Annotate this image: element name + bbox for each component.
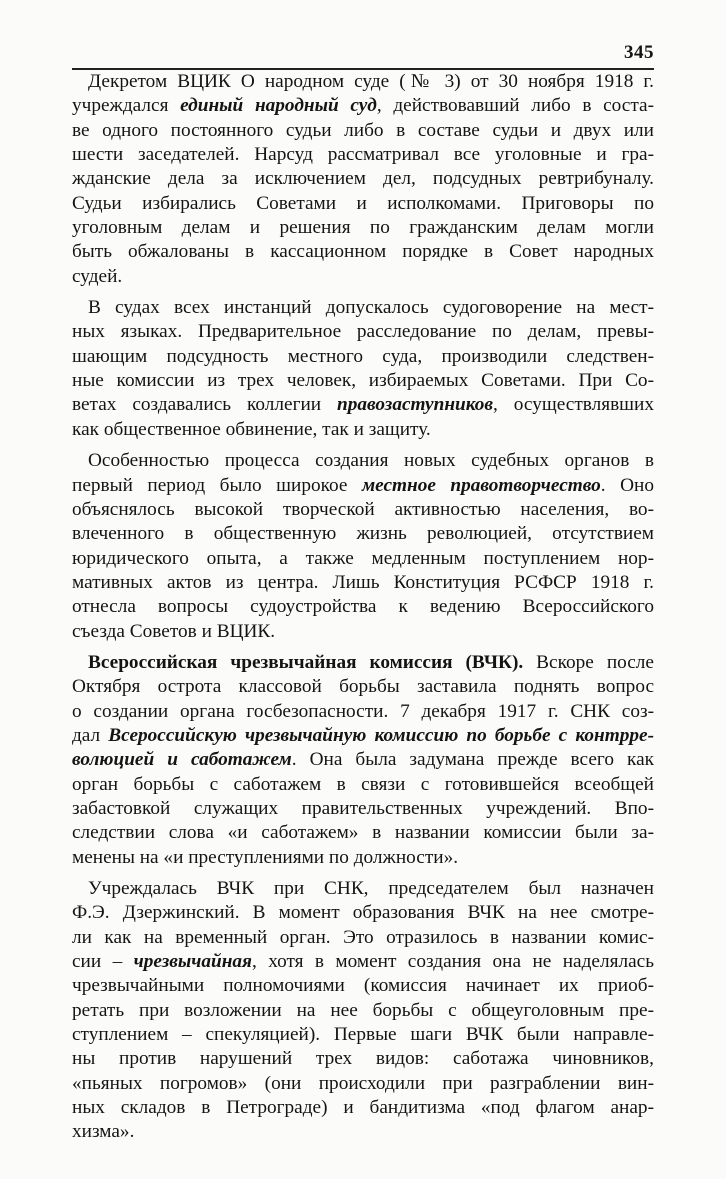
text-run: юридического опыта, а также медленным поступлением нор- [72, 547, 654, 569]
text-run: ные комиссии из трех человек, избираемых Советами. При Со- [72, 370, 654, 392]
text-line [72, 265, 654, 289]
text-line [72, 143, 654, 167]
text-line [72, 1023, 654, 1047]
text-line [72, 522, 654, 546]
text-line [72, 449, 654, 473]
text-line [72, 547, 654, 571]
text-run: ных языках. Предварительное расследование по делам, превы- [72, 321, 654, 343]
text-run: объяснялось высокой творческой активностью населения, во- [72, 498, 654, 520]
text-line [72, 1072, 654, 1096]
text-run: судей. [72, 265, 123, 287]
text-run: ступлением – спекуляцией). Первые шаги ВЧК были направле- [72, 1024, 654, 1046]
text-run: шести заседателей. Нарсуд рассматривал все уголовные и гра- [72, 144, 654, 166]
text-run: , осуществлявших [493, 394, 654, 416]
text-line [72, 216, 654, 240]
text-run: Ф.Э. Дзержинский. В момент образования ВЧК на нее смотре- [72, 902, 654, 924]
paragraph [72, 449, 654, 644]
text-run: орган борьбы с саботажем в связи с готовившейся всеобщей [72, 773, 654, 795]
text-line [72, 296, 654, 320]
text-run: ретать при возложении на нее борьбы с общеуголовным пре- [72, 999, 654, 1021]
text-line [72, 595, 654, 619]
text-line [72, 1096, 654, 1120]
text-line [72, 846, 654, 870]
text-line [72, 901, 654, 925]
text-run: съезда Советов и ВЦИК. [72, 620, 276, 642]
text-run: как общественное обвинение, так и защиту. [72, 418, 431, 440]
text-line [72, 797, 654, 821]
emphasized-term: единый народный суд [180, 95, 377, 117]
emphasized-term: Всероссийская чрезвычайная комиссия (ВЧК). [88, 651, 524, 673]
emphasized-term: Всероссийскую чрезвычайную комиссию по борьбе с контрре- [108, 724, 654, 746]
text-line [72, 950, 654, 974]
text-line [72, 418, 654, 442]
text-line [72, 474, 654, 498]
text-run: о создании органа госбезопасности. 7 декабря 1917 г. СНК соз- [72, 700, 654, 722]
text-run: забастовкой служащих правительственных учреждений. Впо- [72, 797, 654, 819]
text-line [72, 498, 654, 522]
text-run: Вскоре после [523, 651, 654, 673]
text-line [72, 748, 654, 772]
text-run: . Она была задумана прежде всего как [291, 749, 654, 771]
text-line [72, 320, 654, 344]
text-line [72, 1120, 654, 1144]
text-run: В судах всех инстанций допускалось судоговорение на мест- [88, 297, 654, 319]
text-run: Декретом ВЦИК О народном суде (№ 3) от 30 ноября 1918 г. [88, 71, 654, 92]
text-line [72, 620, 654, 644]
text-run: менены на «и преступлениями по должности». [72, 846, 459, 868]
text-line [72, 1047, 654, 1071]
text-run: хизма». [72, 1121, 135, 1143]
text-run: дал [72, 724, 109, 746]
text-run: уголовным делам и решения по гражданским делам могли [72, 217, 654, 239]
text-run: Судьи избирались Советами и исполкомами. Приговоры по [72, 192, 654, 214]
text-run: первый период было широкое [72, 474, 362, 496]
text-line [72, 240, 654, 264]
text-line [72, 345, 654, 369]
text-line [72, 926, 654, 950]
paragraph [72, 877, 654, 1145]
text-line [72, 167, 654, 191]
paragraph [72, 296, 654, 442]
paragraph [72, 651, 654, 870]
text-run: жданские дела за исключением дел, подсудных ревтрибуналу. [72, 168, 654, 190]
text-run: шающим подсудность местного суда, производили следствен- [72, 345, 654, 367]
emphasized-term: местное правотворчество [361, 474, 601, 496]
text-line [72, 877, 654, 901]
text-run: . Оно [600, 474, 655, 496]
text-run: сии – [72, 951, 134, 973]
text-line [72, 700, 654, 724]
page-number: 345 [624, 42, 654, 63]
text-line [72, 773, 654, 797]
text-run: «пьяных погромов» (они происходили при разграблении вин- [72, 1072, 654, 1094]
text-run: , хотя в момент создания она не наделялась [251, 951, 654, 973]
text-run: быть обжалованы в кассационном порядке в Совет народных [72, 241, 654, 263]
text-run: ветах создавались коллегии [72, 394, 338, 416]
text-run: Особенностью процесса создания новых судебных органов в [88, 450, 654, 472]
text-line [72, 821, 654, 845]
text-line [72, 393, 654, 417]
text-line [72, 651, 654, 675]
text-line [72, 94, 654, 118]
text-run: чрезвычайными полномочиями (комиссия начинает их приоб- [72, 975, 654, 997]
text-line [72, 119, 654, 143]
text-line [72, 724, 654, 748]
paragraph [72, 70, 654, 289]
text-run: отнесла вопросы судоустройства к ведению Всероссийского [72, 596, 654, 618]
text-run: Учреждалась ВЧК при СНК, председателем был назначен [88, 878, 654, 899]
text-run: влеченного в общественную жизнь революцией, отсутствием [72, 523, 654, 545]
text-run: , действовавший либо в соста- [376, 95, 654, 117]
text-line [72, 974, 654, 998]
emphasized-term: волюцией и саботажем [72, 749, 292, 771]
text-line [72, 999, 654, 1023]
text-run: учреждался [72, 95, 181, 117]
text-run: ли как на временный орган. Это отразилось в названии комис- [72, 926, 654, 948]
text-run: Октября острота классовой борьбы заставила поднять вопрос [72, 676, 654, 698]
body-text [72, 70, 654, 1152]
text-line [72, 675, 654, 699]
text-run: мативных актов из центра. Лишь Конституция РСФСР 1918 г. [72, 571, 654, 593]
text-run: ны против нарушений трех видов: саботажа чиновников, [72, 1048, 654, 1070]
emphasized-term: чрезвычайная [133, 951, 252, 973]
text-run: следствии слова «и саботажем» в названии комиссии были за- [72, 822, 654, 844]
text-line [72, 571, 654, 595]
text-line [72, 70, 654, 94]
emphasized-term: правозаступников [337, 394, 494, 416]
text-line [72, 369, 654, 393]
text-run: ных складов в Петрограде) и бандитизма «под флагом анар- [72, 1097, 654, 1119]
text-run: ве одного постоянного судьи либо в составе судьи и двух или [72, 119, 654, 141]
text-line [72, 192, 654, 216]
